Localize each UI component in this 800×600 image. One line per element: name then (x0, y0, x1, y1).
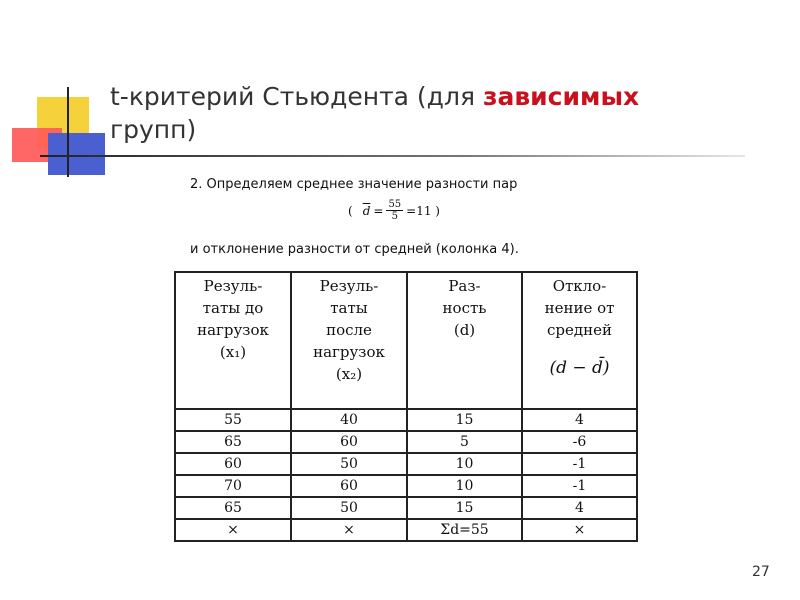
cell-difference-sum: Σd=55 (407, 519, 522, 541)
title-end: групп) (110, 115, 197, 144)
header-difference: Раз- ность (d) (407, 272, 522, 409)
cell-before: 55 (175, 409, 291, 431)
page-number: 27 (752, 564, 770, 580)
cell-difference: 15 (407, 497, 522, 519)
formula-result: =11 ) (406, 203, 440, 218)
formula-denominator: 5 (391, 211, 398, 222)
cell-after: 50 (291, 453, 407, 475)
decor-blue-square (48, 133, 105, 175)
cell-before: 65 (175, 431, 291, 453)
header-deviation: Откло- нение от средней (d − d̄) (522, 272, 637, 409)
cell-before: × (175, 519, 291, 541)
title-start: t-критерий Стьюдента (для (110, 82, 483, 111)
cell-difference: 10 (407, 475, 522, 497)
cell-after: 60 (291, 475, 407, 497)
cell-after: × (291, 519, 407, 541)
table-header-row (175, 272, 637, 409)
slide-title (110, 80, 750, 146)
formula-equals: = (373, 203, 384, 218)
cell-deviation: 4 (522, 497, 637, 519)
cell-difference: 15 (407, 409, 522, 431)
cell-before: 70 (175, 475, 291, 497)
step-text: 2. Определяем среднее значение разности пар (190, 177, 518, 192)
header-after: Резуль- таты после нагрузок (x₂) (291, 272, 407, 409)
cell-deviation: × (522, 519, 637, 541)
formula-open-paren: ( (348, 203, 353, 218)
cell-difference: 10 (407, 453, 522, 475)
table-row (175, 431, 637, 453)
table-row (175, 497, 637, 519)
table-total-row (175, 519, 637, 541)
cell-deviation: -1 (522, 453, 637, 475)
cell-before: 65 (175, 497, 291, 519)
results-table (174, 271, 638, 542)
header-deviation-formula: (d − d̄) (549, 358, 610, 378)
table-row (175, 453, 637, 475)
title-underline (40, 155, 745, 157)
title-highlight: зависимых (482, 82, 640, 111)
mean-formula (348, 199, 440, 222)
cell-after: 50 (291, 497, 407, 519)
cell-after: 60 (291, 431, 407, 453)
cell-deviation: -1 (522, 475, 637, 497)
formula-numerator: 55 (388, 199, 402, 210)
cell-difference: 5 (407, 431, 522, 453)
cell-before: 60 (175, 453, 291, 475)
cell-deviation: -6 (522, 431, 637, 453)
header-before: Резуль- таты до нагрузок (x₁) (175, 272, 291, 409)
formula-fraction (386, 199, 403, 222)
cell-deviation: 4 (522, 409, 637, 431)
formula-variable: $\overline{d}$ (362, 203, 371, 218)
cell-after: 40 (291, 409, 407, 431)
table-row (175, 475, 637, 497)
deviation-text: и отклонение разности от средней (колонка 4). (190, 242, 519, 257)
table-row (175, 409, 637, 431)
decor-vertical-line (67, 87, 69, 177)
